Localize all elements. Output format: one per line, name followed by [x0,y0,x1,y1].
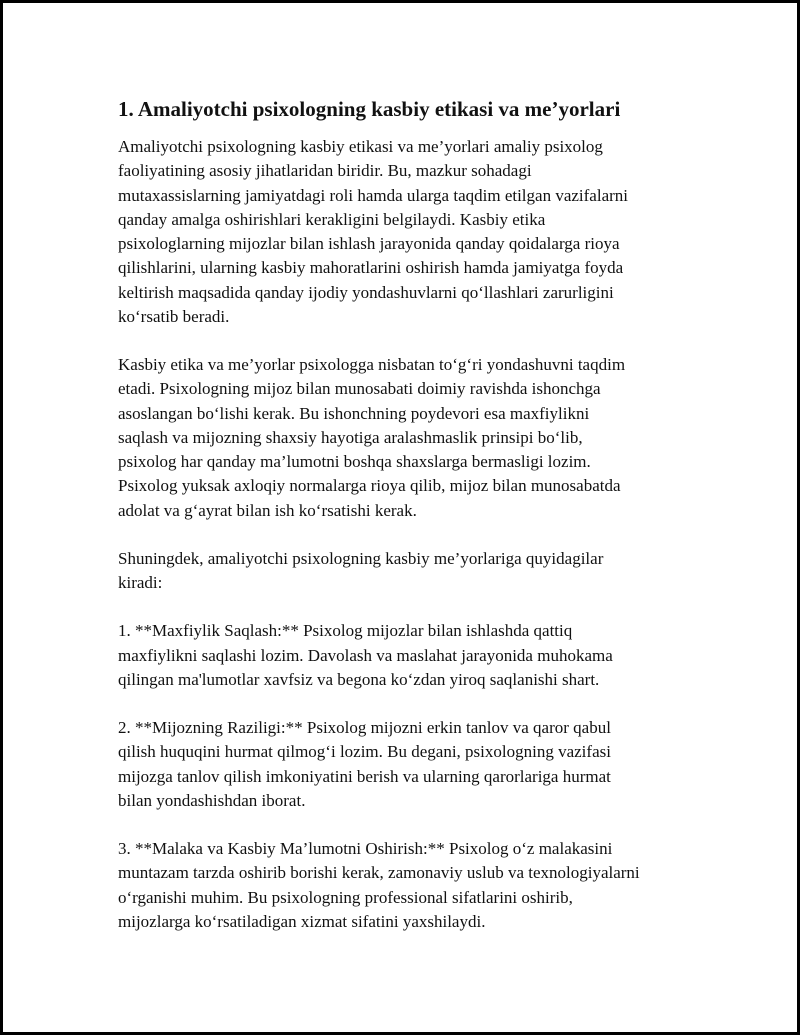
text-line: muntazam tarzda oshirib borishi kerak, zamonaviy uslub va texnologiyalarni [118,863,640,883]
text-line: mijozlarga ko‘rsatiladigan xizmat sifatini yaxshilaydi. [118,911,486,931]
text-line: o‘rganishi muhim. Bu psixologning professional sifatlarini oshirib, [118,887,573,907]
text-line: 1. **Maxfiylik Saqlash:** Psixolog mijozlar bilan ishlashda qattiq [118,621,573,641]
paragraph-norms-intro [118,547,693,596]
list-item-confidentiality [118,619,693,692]
text-line: asoslangan bo‘lishi kerak. Bu ishonchning poydevori esa maxfiylikni [118,403,590,423]
text-line: Shuningdek, amaliyotchi psixologning kasbiy me’yorlariga quyidagilar [118,548,604,568]
text-line: mijozga tanlov qilish imkoniyatini berish va ularning qarorlariga hurmat [118,766,611,786]
text-line: psixolog har qanday ma’lumotni boshqa shaxslarga bermasligi lozim. [118,452,591,471]
paragraph-ethics [118,353,693,523]
text-line: adolat va g‘ayrat bilan ish ko‘rsatishi kerak. [118,500,417,520]
list-item-client-consent [118,716,693,813]
text-line: saqlash va mijozning shaxsiy hayotiga aralashmaslik prinsipi bo‘lib, [118,427,583,447]
text-line: qilishlarini, ularning kasbiy mahoratlarini oshirish hamda jamiyatga foyda [118,258,624,278]
text-line: Kasbiy etika va me’yorlar psixologga nisbatan to‘g‘ri yondashuvni taqdim [118,355,626,374]
document-title: 1. Amaliyotchi psixologning kasbiy etikasi va me’yorlari [118,97,621,121]
text-line: maxfiylikni saqlashi lozim. Davolash va maslahat jarayonida muhokama [118,645,613,665]
document-content [118,94,693,958]
text-line: kiradi: [118,573,163,592]
text-line: bilan yondashishdan iborat. [118,790,306,810]
text-line: qilingan ma'lumotlar xavfsiz va begona ko‘zdan yiroq saqlanishi shart. [118,669,600,689]
text-line: 3. **Malaka va Kasbiy Ma’lumotni Oshirish:** Psixolog o‘z malakasini [118,839,613,858]
text-line: Psixolog yuksak axloqiy normalarga rioya qilib, mijoz bilan munosabatda [118,476,621,496]
text-line: mutaxassislarning jamiyatdagi roli hamda ularga taqdim etilgan vazifalarni [118,185,628,205]
text-line: ko‘rsatib beradi. [118,306,230,326]
text-line: 2. **Mijozning Raziligi:** Psixolog mijozni erkin tanlov va qaror qabul [118,718,611,737]
text-line: psixologlarning mijozlar bilan ishlash jarayonida qanday qoidalarga rioya [118,234,620,253]
paragraph-intro [118,135,693,329]
text-line: etadi. Psixologning mijoz bilan munosabati doimiy ravishda ishonchga [118,379,601,399]
list-item-qualification [118,837,693,934]
text-line: keltirish maqsadida qanday ijodiy yondashuvlarni qo‘llashlari zarurligini [118,282,614,302]
text-line: qanday amalga oshirishlari kerakligini belgilaydi. Kasbiy etika [118,209,546,229]
text-line: faoliyatining asosiy jihatlaridan biridir. Bu, mazkur sohadagi [118,161,532,181]
text-line: qilish huquqini hurmat qilmog‘i lozim. Bu degani, psixologning vazifasi [118,742,611,762]
text-line: Amaliyotchi psixologning kasbiy etikasi va me’yorlari amaliy psixolog [118,137,603,156]
